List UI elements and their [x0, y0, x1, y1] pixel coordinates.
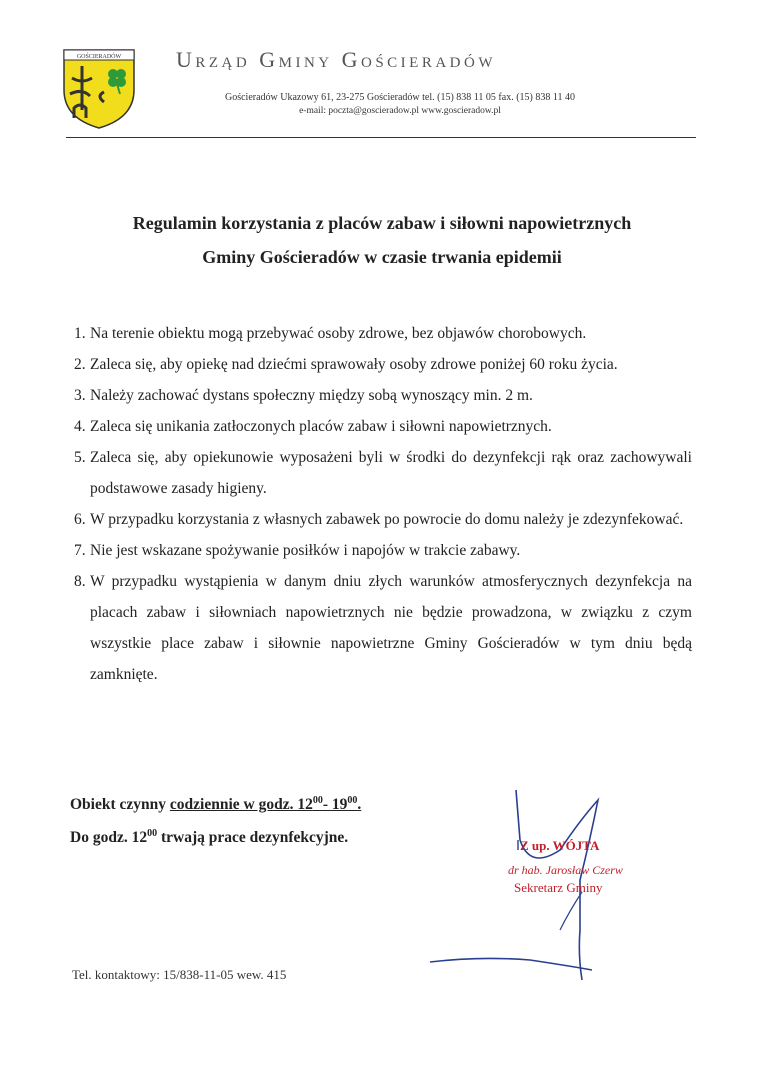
hours-underlined	[170, 796, 361, 813]
rule-number: 1.	[74, 325, 86, 342]
rule-item	[74, 535, 692, 566]
opening-hours	[70, 795, 361, 814]
rule-item	[74, 442, 692, 504]
hours-to: - 19	[322, 796, 348, 814]
rule-item	[74, 349, 692, 380]
rule-item	[74, 411, 692, 442]
municipality-crest-logo	[60, 44, 138, 130]
stamp-line-2: dr hab. Jarosław Czerw	[508, 863, 623, 877]
rule-number: 2.	[74, 356, 86, 373]
rule-text: Zaleca się, aby opiekę nad dziećmi sprawowały osoby zdrowe poniżej 60 roku życia.	[90, 356, 618, 373]
stamp-line-3: Sekretarz Gminy	[514, 880, 603, 895]
rule-number: 6.	[74, 511, 86, 528]
disinfection-minutes: 00	[147, 828, 158, 839]
hours-prefix: Obiekt czynny	[70, 796, 170, 814]
contact-phone: Tel. kontaktowy: 15/838-11-05 wew. 415	[72, 967, 287, 982]
stamp-line-1: Z up. WÓJTA	[520, 838, 600, 853]
rule-text: W przypadku wystąpienia w danym dniu złych warunków atmosferycznych dezynfekcja na placach zabaw i siłowniach napowietrznych nie będzie prowadzona, w związku z czym wszystkie place zabaw i siłownie napowietrzne Gminy Gościeradów w tym dniu będą zamknięte.	[90, 573, 692, 683]
office-contact: e-mail: poczta@goscieradow.pl www.goscieradow.pl	[299, 106, 501, 116]
crest-text: GOŚCIERADÓW	[76, 54, 122, 60]
office-name: Urząd Gminy Gościeradów	[176, 47, 496, 72]
disinfection-hours	[70, 828, 348, 847]
header-divider	[66, 137, 696, 138]
rule-text: W przypadku korzystania z własnych zabawek po powrocie do domu należy je zdezynfekować.	[90, 511, 684, 528]
rule-number: 7.	[74, 542, 86, 559]
rule-item	[74, 318, 692, 349]
rule-text: Nie jest wskazane spożywanie posiłków i napojów w trakcie zabawy.	[90, 542, 521, 559]
document-title-line-2: Gminy Gościeradów w czasie trwania epidemii	[202, 247, 562, 267]
rule-number: 5.	[74, 449, 86, 466]
rule-item	[74, 504, 692, 535]
disinfection-prefix: Do godz. 12	[70, 829, 148, 847]
rule-text: Zaleca się, aby opiekunowie wyposażeni byli w środki do dezynfekcji rąk oraz zachowywali podstawowe zasady higieny.	[90, 449, 692, 497]
rule-text: Zaleca się unikania zatłoczonych placów zabaw i siłowni napowietrznych.	[90, 418, 552, 435]
office-address: Gościeradów Ukazowy 61, 23-275 Gościeradów tel. (15) 838 11 05 fax. (15) 838 11 40	[224, 92, 575, 103]
hours-to-minutes: 00	[347, 795, 358, 806]
rules-list	[74, 318, 692, 690]
rule-number: 4.	[74, 418, 86, 435]
rule-item	[74, 566, 692, 690]
rule-text: Należy zachować dystans społeczny między sobą wynoszący min. 2 m.	[90, 387, 533, 404]
rule-item	[74, 380, 692, 411]
hours-from: codziennie w godz. 12	[169, 796, 313, 814]
disinfection-suffix: trwają prace dezynfekcyjne.	[157, 829, 349, 847]
document-title-line-1: Regulamin korzystania z placów zabaw i siłowni napowietrznych	[132, 213, 632, 233]
hours-from-minutes: 00	[312, 795, 323, 806]
rule-text: Na terenie obiektu mogą przebywać osoby zdrowe, bez objawów chorobowych.	[90, 325, 587, 342]
rule-number: 3.	[74, 387, 86, 404]
hours-end: .	[357, 796, 362, 814]
rule-number: 8.	[74, 573, 86, 590]
